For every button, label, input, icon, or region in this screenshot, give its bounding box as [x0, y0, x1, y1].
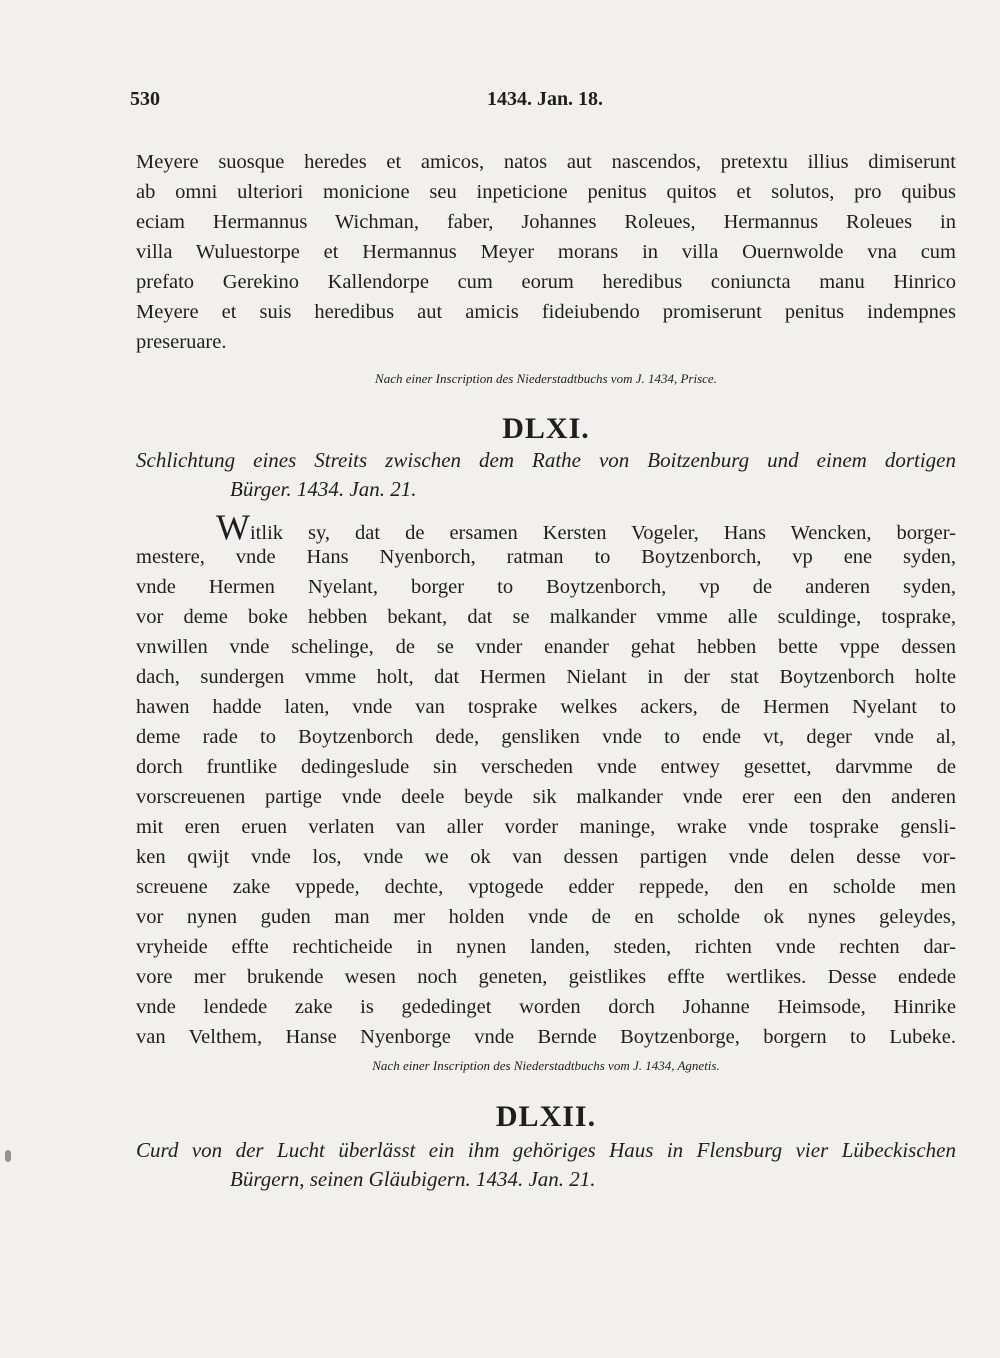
source-note-1: Nach einer Inscription des Niederstadtbuchs vom J. 1434, Prisce. — [375, 371, 717, 386]
text-line: vnde Hermen Nyelant, borger to Boytzenborch, vp de anderen syden, — [136, 576, 956, 598]
section-summary-dlxi — [136, 446, 956, 504]
text-line: vorscreuenen partige vnde deele beyde sik malkander vnde erer een den anderen — [136, 786, 956, 808]
text-line: vnwillen vnde schelinge, de se vnder enander gehat hebben bette vppe dessen — [136, 636, 956, 658]
text-line: screuene zake vppede, dechte, vptogede edder reppede, den en scholde men — [136, 876, 956, 898]
page-header — [130, 88, 960, 122]
scan-speck — [5, 1150, 11, 1162]
summary-line: Curd von der Lucht überlässt ein ihm gehöriges Haus in Flensburg vier Lübeckischen — [136, 1138, 956, 1162]
text-line: ken qwijt vnde los, vnde we ok van dessen partigen vnde delen desse vor- — [136, 846, 956, 868]
section-summary-dlxii — [136, 1136, 956, 1194]
text-line: vor nynen guden man mer holden vnde de en scholde ok nynes geleydes, — [136, 906, 956, 928]
text-line: prefato Gerekino Kallendorpe cum eorum heredibus coniuncta manu Hinrico — [136, 271, 956, 293]
page-number: 530 — [130, 88, 160, 110]
section-body-dlxi — [136, 507, 956, 1052]
text-line: vor deme boke hebben bekant, dat se malkander vmme alle sculdinge, tosprake, — [136, 606, 956, 628]
text-line: vryheide effte rechticheide in nynen landen, steden, richten vnde rechten dar- — [136, 936, 956, 958]
source-note-2: Nach einer Inscription des Niederstadtbuchs vom J. 1434, Agnetis. — [372, 1058, 720, 1073]
summary-line: Schlichtung eines Streits zwischen dem Rathe von Boitzenburg und einem dortigen — [136, 448, 956, 472]
header-date: 1434. Jan. 18. — [486, 88, 604, 110]
text-line: deme rade to Boytzenborch dede, gensliken vnde to ende vt, deger vnde al, — [136, 726, 956, 748]
text-line: eciam Hermannus Wichman, faber, Johannes Roleues, Hermannus Roleues in — [136, 211, 956, 233]
initial-letter: W — [216, 507, 250, 547]
text-line: vore mer brukende wesen noch geneten, geistlikes effte wertlikes. Desse endede — [136, 966, 956, 988]
section-number-dlxi: DLXI. — [502, 412, 590, 445]
text-line: ab omni ulteriori monicione seu inpeticione penitus quitos et solutos, pro quibus — [136, 181, 956, 203]
summary-line: Bürgern, seinen Gläubigern. 1434. Jan. 21. — [230, 1167, 596, 1191]
text-line: villa Wuluestorpe et Hermannus Meyer morans in villa Ouernwolde vna cum — [136, 241, 956, 263]
text-line: dorch fruntlike dedingeslude sin verscheden vnde entwey gesettet, darvmme de — [136, 756, 956, 778]
continued-paragraph — [136, 147, 956, 357]
section-number-dlxii: DLXII. — [495, 1100, 597, 1133]
text-line: mestere, vnde Hans Nyenborch, ratman to Boytzenborch, vp ene syden, — [136, 546, 956, 568]
text-line: vnde lendede zake is gededinget worden dorch Johanne Heimsode, Hinrike — [136, 996, 956, 1018]
text-line: van Velthem, Hanse Nyenborge vnde Bernde Boytzenborge, borgern to Lubeke. — [136, 1026, 956, 1048]
text-line: preseruare. — [136, 331, 227, 353]
text-line — [136, 507, 956, 547]
first-line-text: itlik sy, dat de ersamen Kersten Vogeler, Hans Wencken, borger- — [249, 522, 956, 544]
text-line: dach, sundergen vmme holt, dat Hermen Nielant in der stat Boytzenborch holte — [136, 666, 956, 688]
text-line: hawen hadde laten, vnde van tosprake welkes ackers, de Hermen Nyelant to — [136, 696, 956, 718]
text-line: Meyere et suis heredibus aut amicis fideiubendo promiserunt penitus indempnes — [136, 301, 956, 323]
text-line: Meyere suosque heredes et amicos, natos aut nascendos, pretextu illius dimiserunt — [136, 151, 956, 173]
summary-line: Bürger. 1434. Jan. 21. — [230, 477, 417, 501]
text-line: mit eren eruen verlaten van aller vorder maninge, wrake vnde tosprake gensli- — [136, 816, 956, 838]
